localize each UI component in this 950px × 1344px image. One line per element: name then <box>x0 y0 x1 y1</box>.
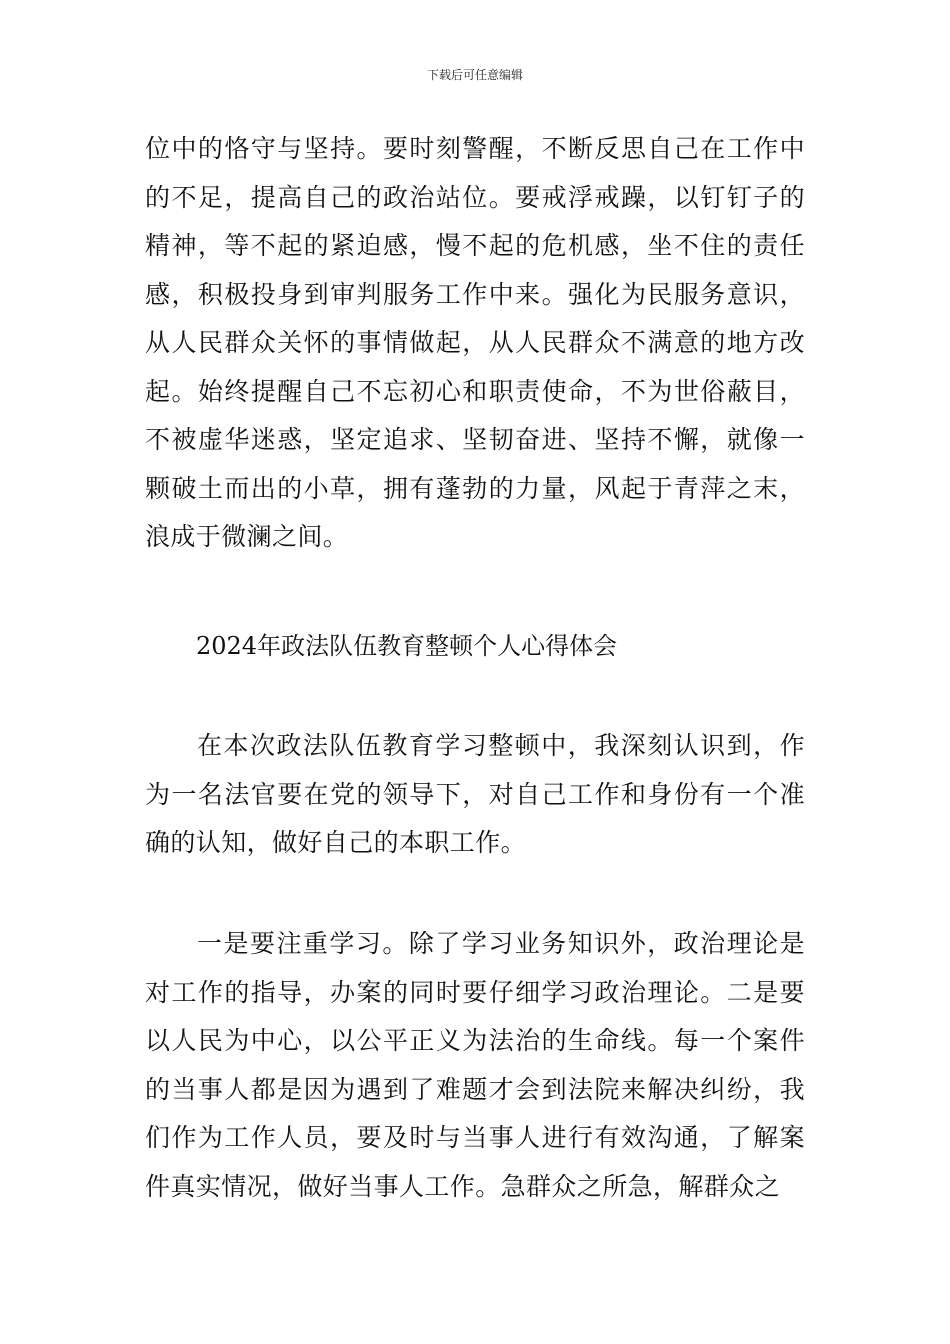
paragraph-intro: 在本次政法队伍教育学习整顿中，我深刻认识到，作为一名法官要在党的领导下，对自己工作和身份有一个准确的认知，做好自己的本职工作。 <box>145 731 805 857</box>
paragraph-points: 一是要注重学习。除了学习业务知识外，政治理论是对工作的指导，办案的同时要仔细学习政治理论。二是要以人民为中心，以公平正义为法治的生命线。每一个案件的当事人都是因为遇到了难题才会到法院来解决纠纷，我们作为工作人员，要及时与当事人进行有效沟通，了解案件真实情况，做好当事人工作。急群众之所急，解群众之 <box>145 929 805 1201</box>
page-header: 下载后可任意编辑 <box>426 68 523 82</box>
paragraph-continuation: 位中的恪守与坚持。要时刻警醒，不断反思自己在工作中的不足，提高自己的政治站位。要戒浮戒躁，以钉钉子的精神，等不起的紧迫感，慢不起的危机感，坐不住的责任感，积极投身到审判服务工作中来。强化为民服务意识，从人民群众关怀的事情做起，从人民群众不满意的地方改起。始终提醒自己不忘初心和职责使命，不为世俗蔽目，不被虚华迷惑，坚定追求、坚韧奋进、坚持不懈，就像一颗破土而出的小草，拥有蓬勃的力量，风起于青萍之末，浪成于微澜之间。 <box>145 134 805 551</box>
document-title: 2024年政法队伍教育整顿个人心得体会 <box>196 632 618 660</box>
